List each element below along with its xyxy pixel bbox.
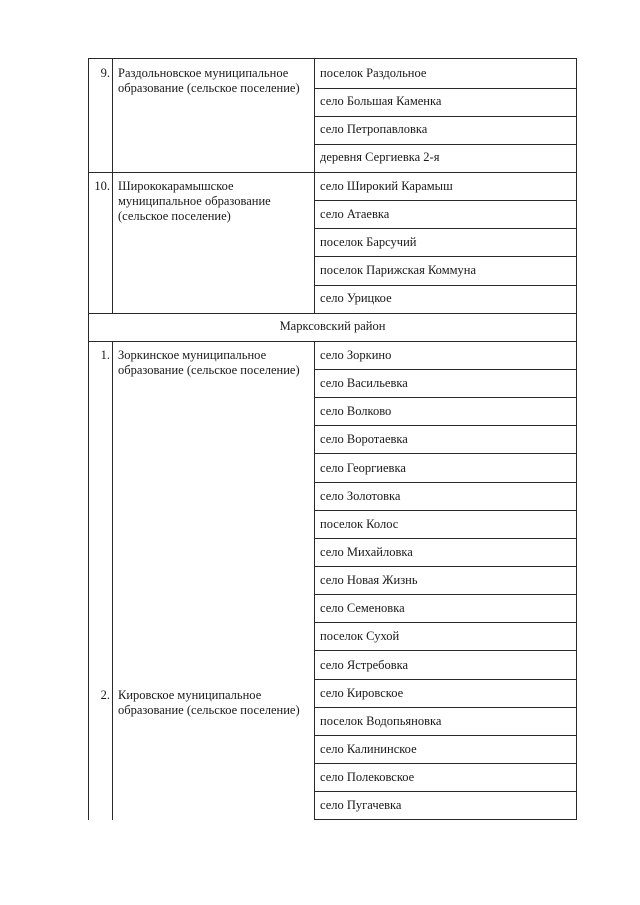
row-divider [314,735,577,736]
row-divider [314,228,577,229]
row-divider [314,707,577,708]
settlement-name: поселок Барсучий [320,235,417,249]
settlement-name: село Петропавловка [320,122,428,136]
settlement-name: село Золотовка [320,489,401,503]
row-divider [314,482,577,483]
municipality-number: 9. [100,66,110,80]
column-divider-number [112,58,113,314]
municipality-name: Кировское муниципальное образование (сельское поселение) [118,688,300,717]
settlement-name: поселок Сухой [320,629,400,643]
settlement-name: село Полековское [320,770,415,784]
municipality-number: 1. [100,348,110,362]
district-header: Марксовский район [279,319,386,333]
settlement-name: село Широкий Карамыш [320,179,453,193]
section-divider [88,313,577,314]
row-divider [314,285,577,286]
row-divider [314,256,577,257]
row-divider [314,397,577,398]
settlement-name: село Калининское [320,742,417,756]
settlement-name: село Ястребовка [320,658,409,672]
municipality-number: 2. [100,688,110,702]
municipality-name: Раздольновское муниципальное образование (сельское поселение) [118,66,300,95]
row-divider [314,510,577,511]
column-divider-settlement [314,58,315,314]
settlement-name: село Урицкое [320,291,392,305]
row-divider [314,679,577,680]
settlement-name: село Зоркино [320,348,392,362]
settlement-name: село Георгиевка [320,461,406,475]
row-divider [314,594,577,595]
settlement-name: село Большая Каменка [320,94,442,108]
settlement-name: село Пугачевка [320,798,402,812]
row-divider [314,819,577,820]
row-divider [314,622,577,623]
municipality-number: 10. [94,179,110,193]
settlement-name: поселок Водопьяновка [320,714,442,728]
row-divider [314,200,577,201]
settlement-name: село Атаевка [320,207,390,221]
municipality-divider [88,172,577,173]
settlement-name: село Новая Жизнь [320,573,418,587]
row-divider [314,369,577,370]
section-divider [88,341,577,342]
row-divider [314,650,577,651]
row-divider [314,453,577,454]
settlement-name: поселок Раздольное [320,66,427,80]
settlement-name: деревня Сергиевка 2-я [320,150,440,164]
row-divider [314,116,577,117]
row-divider [314,763,577,764]
settlement-name: поселок Колос [320,517,399,531]
settlement-name: село Васильевка [320,376,408,390]
row-divider [314,425,577,426]
settlement-name: поселок Парижская Коммуна [320,263,476,277]
municipality-name: Ширококарамышское муниципальное образование (сельское поселение) [118,179,271,223]
row-divider [314,791,577,792]
settlement-name: село Михайловка [320,545,413,559]
settlement-name: село Воротаевка [320,432,408,446]
row-divider [314,538,577,539]
row-divider [314,88,577,89]
column-divider-settlement [314,341,315,820]
municipality-name: Зоркинское муниципальное образование (сельское поселение) [118,348,300,377]
table-top-border [88,58,577,59]
settlement-name: село Кировское [320,686,404,700]
column-divider-number [112,341,113,820]
row-divider [314,566,577,567]
row-divider [314,144,577,145]
settlement-name: село Семеновка [320,601,405,615]
settlement-name: село Волково [320,404,392,418]
